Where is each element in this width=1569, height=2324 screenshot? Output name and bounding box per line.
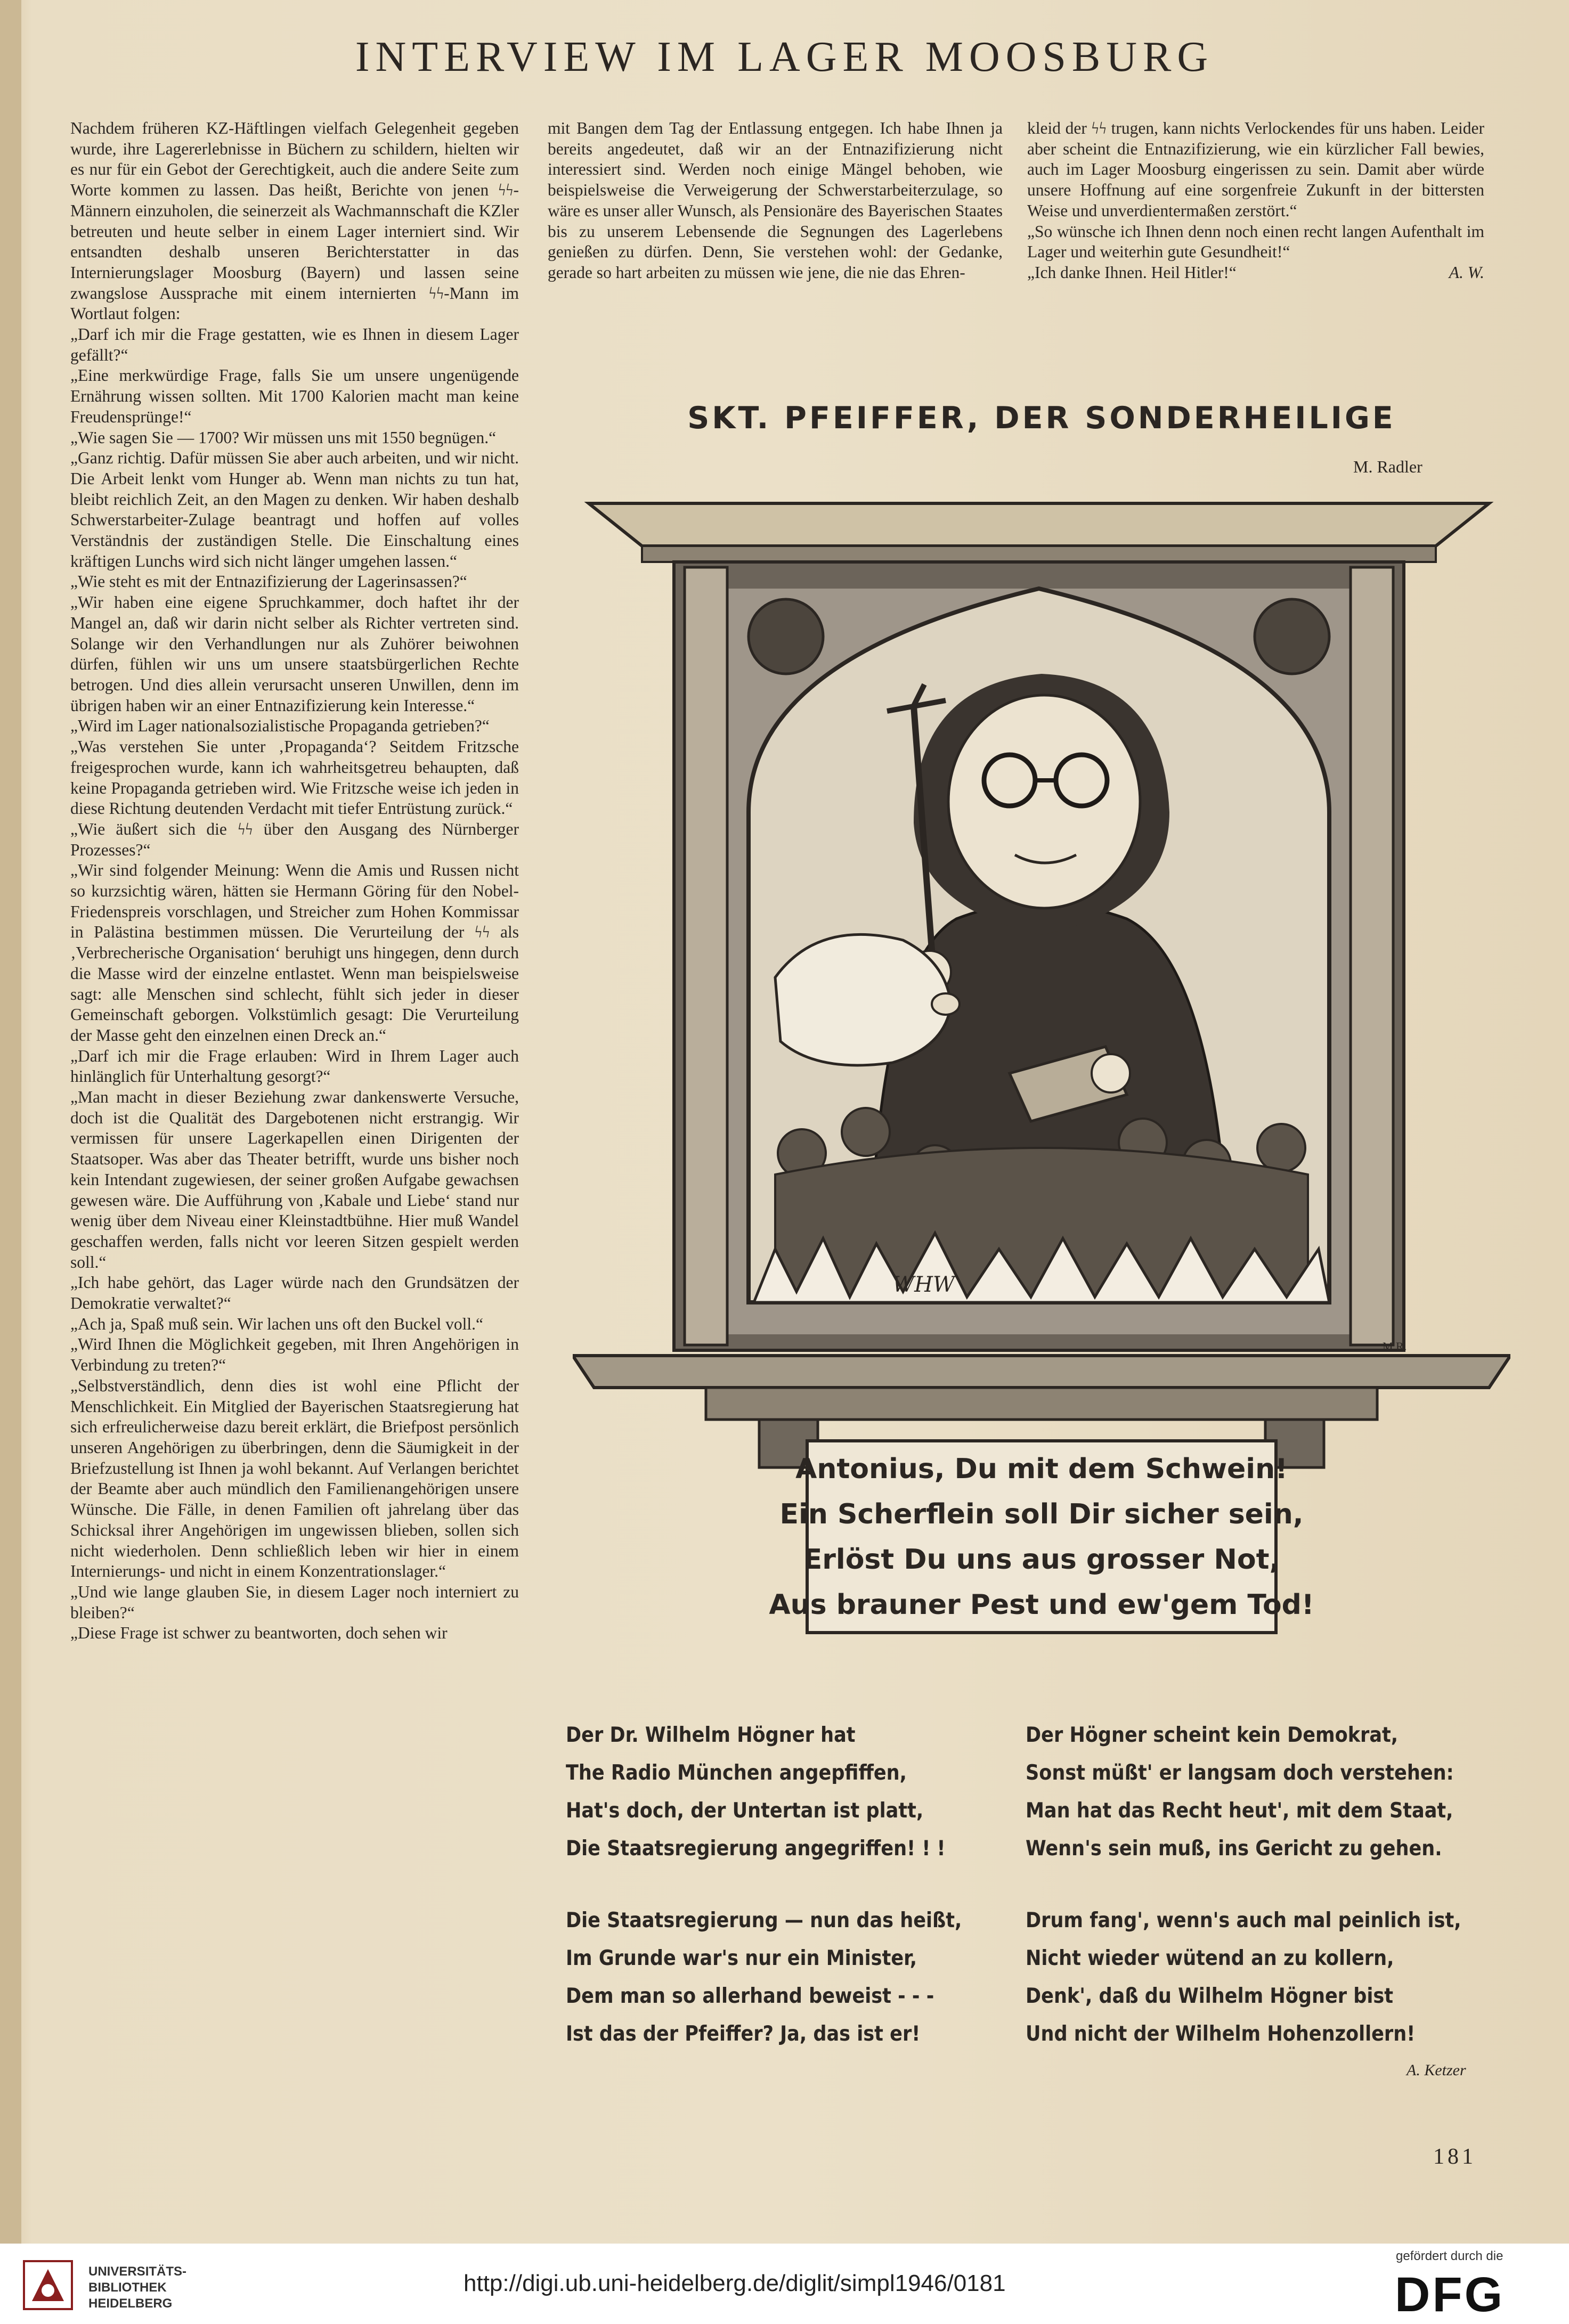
poem-line: Dem man so allerhand beweist - - - — [566, 1984, 934, 2008]
monk-face — [948, 695, 1140, 908]
article-closing-line: „Ich danke Ihnen. Heil Hitler!“ — [1027, 263, 1237, 282]
crowd-head — [1257, 1124, 1305, 1172]
poem-line: Der Dr. Wilhelm Högner hat — [566, 1723, 856, 1747]
article-column-3 — [1027, 118, 1484, 283]
poem-line: Und nicht der Wilhelm Hohenzollern! — [1026, 2022, 1416, 2046]
poem-stanza — [566, 1716, 946, 1868]
plaque-line: Ein Scherflein soll Dir sicher sein, — [779, 1498, 1304, 1530]
article-paragraph: „Diese Frage ist schwer zu beantworten, doch sehen wir — [70, 1624, 448, 1643]
shrine-ledge — [573, 1356, 1510, 1388]
funding-label: gefördert durch die — [1396, 2249, 1503, 2263]
fire-label: WHW — [892, 1273, 955, 1297]
library-name — [88, 2264, 186, 2312]
left-column — [685, 567, 727, 1345]
pig-snout — [932, 993, 960, 1015]
left-tracery — [749, 599, 823, 674]
poem-line: Man hat das Recht heut', mit dem Staat, — [1026, 1799, 1453, 1823]
page-number: 181 — [1433, 2144, 1476, 2169]
poem-line: Sonst müßt' er langsam doch verstehen: — [1026, 1761, 1454, 1785]
article-title: INTERVIEW IM LAGER MOOSBURG — [355, 34, 1214, 80]
pig — [775, 934, 951, 1065]
article-paragraph: „So wünsche ich Ihnen denn noch einen recht langen Aufenthalt im Lager und weiterhin gute Gesundheit!“ — [1027, 222, 1484, 262]
article-paragraph: „Ach ja, Spaß muß sein. Wir lachen uns oft den Buckel voll.“ — [70, 1314, 483, 1333]
artist-monogram: M.R. — [1383, 1340, 1407, 1353]
library-name-line: UNIVERSITÄTS- — [88, 2264, 187, 2279]
article-paragraph: „Wird im Lager nationalsozialistische Propaganda getrieben?“ — [70, 716, 490, 736]
poem-line: The Radio München angepfiffen, — [566, 1761, 907, 1785]
article-paragraph: „Und wie lange glauben Sie, in diesem Lager noch interniert zu bleiben?“ — [70, 1582, 519, 1622]
right-column — [1351, 567, 1393, 1345]
article-paragraph: „Selbstverständlich, denn dies ist wohl eine Pflicht der Menschlichkeit. Ein Mitglied der Bayerischen Staatsregierung hat sich erfreulicherweise dazu bereit erklärt, die Briefpost persönlich unseren Angehörigen zu überbringen, denn die Säumigkeit in der Briefzustellung ist Ihnen ja wohl bekannt. Auf Verlangen berichtet der Beamte aber auch mündlich den Familienangehörigen unsere Wünsche. Die Fälle, in denen Familien oft jahrelang über das Schicksal ihrer Angehörigen im ungewissen blieben, sollen sich nicht wiederholen. Denn schließlich leben wir hier in einem Internierungs- und nicht in einem Konzentrationslager.“ — [70, 1376, 519, 1581]
giving-hand — [1092, 1054, 1130, 1092]
cartoon-credit: M. Radler — [1353, 457, 1422, 476]
right-tracery — [1255, 599, 1329, 674]
article-paragraph: kleid der ϟϟ trugen, kann nichts Verlockendes für uns haben. Leider aber scheint die Entnazifizierung, wie ein kürzlicher Fall bewies, auch im Lager Moosburg eingerissen zu sein. Damit aber würde unsere Hoffnung auf eine sorgenfreie Zukunft in der bittersten Weise und unverdientermaßen zerstört.“ — [1027, 119, 1484, 220]
poem-stanza — [566, 1902, 962, 2053]
article-paragraph: „Wie sagen Sie — 1700? Wir müssen uns mit 1550 begnügen.“ — [70, 428, 497, 447]
poem-line: Denk', daß du Wilhelm Högner bist — [1026, 1984, 1394, 2008]
article-paragraph: mit Bangen dem Tag der Entlassung entgegen. Ich habe Ihnen ja bereits angedeutet, daß wir an der Entnazifizierung nicht interessiert sind. Werden noch einige Mängel behoben, wie beispielsweise die Verweigerung der Schwerstarbeiterzulage, so wäre es unser aller Wunsch, als Pensionäre des Bayerischen Staates bis zu unserem Lebensende die Segnungen des Lagerlebens genießen zu dürfen. Denn, Sie verstehen wohl: der Gedanke, gerade so hart arbeiten zu müssen wie jene, die nie das Ehren- — [548, 119, 1003, 282]
article-paragraph: „Wir sind folgender Meinung: Wenn die Amis und Russen nicht so kurzsichtig wären, hätten sie Hermann Göring für den Nobel-Friedenspreis vorschlagen, und Streicher zum Hohen Kommissar in Palästina bestimmen müssen. Die Verurteilung der ϟϟ als ‚Verbrecherische Organisation‘ beruhigt uns hingegen, denn durch die Masse wird der einzelne entlastet. Wenn man beispielsweise sagt: alle Menschen sind schlecht, fühlt sich jeder in dieser Gemeinschaft geborgen. Volkstümlich gesagt: Die Verurteilung der Masse geht den einzelnen einen Dreck an.“ — [70, 861, 519, 1045]
library-name-line: BIBLIOTHEK — [88, 2280, 167, 2295]
article-paragraph — [1027, 263, 1484, 283]
article-paragraph: „Wir haben eine eigene Spruchkammer, doch haftet ihr der Mangel an, daß wir darin nicht selber als Richter vertreten sind. Solange wir den Verhandlungen nur als Zuhörer beiwohnen dürfen, fühlen wir uns um unsere staatsbürgerlichen Rechte betrogen. Und dies allein verursacht unseren Unwillen, denn im übrigen haben wir an einer Entnazifizierung kein Interesse.“ — [70, 593, 519, 715]
article-paragraph: „Wie äußert sich die ϟϟ über den Ausgang des Nürnberger Prozesses?“ — [70, 819, 519, 859]
cartoon-illustration — [573, 482, 1510, 1638]
article-paragraph: „Ganz richtig. Dafür müssen Sie aber auch arbeiten, und wir nicht. Die Arbeit lenkt vom Hunger ab. Wenn man nichts zu tun hat, bleibt reichlich Zeit, an den Magen zu denken. Wir haben deshalb Schwerstarbeiter-Zulage beantragt und hoffen auf volles Verständnis der zuständigen Stelle. Die Einschaltung eines kräftigen Lunchs wird sich nicht länger umgehen lassen.“ — [70, 449, 519, 570]
article-signature: A. W. — [1449, 263, 1484, 282]
page-spine-shadow — [0, 0, 21, 2244]
poem-author: A. Ketzer — [1407, 2061, 1466, 2079]
article-paragraph: „Darf ich mir die Frage erlauben: Wird in Ihrem Lager auch hinlänglich für Unterhaltung gesorgt?“ — [70, 1046, 519, 1086]
poem-line: Die Staatsregierung angegriffen! ! ! — [566, 1837, 946, 1861]
article-column-1 — [70, 118, 519, 1644]
poem-stanza — [1026, 1902, 1461, 2053]
article-paragraph: „Man macht in dieser Beziehung zwar dankenswerte Versuche, doch ist die Qualität des Dargebotenen nicht erstrangig. Wir vermissen für unsere Lagerkapellen einen Dirigenten der Staatsoper. Was aber das Theater betrifft, wurde uns bisher noch kein Intendant zugewiesen, der seiner großen Aufgabe gewachsen gewesen wäre. Die Aufführung von ‚Kabale und Liebe‘ stand nur wenig über dem Niveau einer Kleinstadtbühne. Hier muß Wandel geschaffen werden, falls nicht vor leeren Sitzen gespielt werden soll.“ — [70, 1088, 519, 1271]
poem-line: Drum fang', wenn's auch mal peinlich ist, — [1026, 1909, 1461, 1932]
crowd-head — [842, 1108, 890, 1156]
poem-line: Nicht wieder wütend an zu kollern, — [1026, 1946, 1394, 1970]
article-paragraph: „Eine merkwürdige Frage, falls Sie um unsere ungenügende Ernährung wissen sollten. Mit 1700 Kalorien macht man keine Freudensprünge!“ — [70, 366, 519, 426]
article-column-2 — [548, 118, 1003, 283]
ledge-base — [706, 1388, 1377, 1420]
article-paragraph: „Wird Ihnen die Möglichkeit gegeben, mit Ihren Angehörigen in Verbindung zu treten?“ — [70, 1335, 519, 1375]
article-paragraph: „Darf ich mir die Frage gestatten, wie es Ihnen in diesem Lager gefällt?“ — [70, 325, 519, 364]
article-paragraph: „Was verstehen Sie unter ‚Propaganda‘? Seitdem Fritzsche freigesprochen wurde, kann ich wahrheitsgetreu behaupten, daß keine Propaganda getrieben wird. Wie Fritzsche weise ich jeden in diese Richtung deutenden Verdacht mit tiefer Entrüstung zurück.“ — [70, 737, 519, 818]
plaque-line: Erlöst Du uns aus grosser Not, — [803, 1544, 1280, 1576]
poem-line: Im Grunde war's nur ein Minister, — [566, 1946, 917, 1970]
article-paragraph: „Wie steht es mit der Entnazifizierung der Lagerinsassen?“ — [70, 572, 467, 591]
university-seal-icon — [21, 2258, 75, 2312]
plaque-line: Antonius, Du mit dem Schwein! — [795, 1453, 1288, 1485]
cartoon-title: SKT. PFEIFFER, DER SONDERHEILIGE — [687, 401, 1396, 436]
permalink-url[interactable]: http://digi.ub.uni-heidelberg.de/diglit/simpl1946/0181 — [464, 2270, 1006, 2296]
shrine-top-band — [642, 546, 1436, 562]
poem-line: Der Högner scheint kein Demokrat, — [1026, 1723, 1399, 1747]
poem-line: Ist das der Pfeiffer? Ja, das ist er! — [566, 2022, 921, 2046]
poem-stanza — [1026, 1716, 1454, 1868]
poem-line: Hat's doch, der Untertan ist platt, — [566, 1799, 924, 1823]
poem-line: Die Staatsregierung — nun das heißt, — [566, 1909, 962, 1932]
shrine-top-cornice — [589, 503, 1489, 546]
plaque-line: Aus brauner Pest und ew'gem Tod! — [769, 1589, 1314, 1621]
article-paragraph: Nachdem früheren KZ-Häftlingen vielfach Gelegenheit gegeben wurde, ihre Lagererlebnisse in Büchern zu schildern, hielten wir es nur für ein Gebot der Gerechtigkeit, auch die andere Seite zum Worte kommen zu lassen. Das heißt, Berichte von jenen ϟϟ-Männern einzuholen, die seinerzeit als Wachmannschaft die KZler betreuten und heute selber in einem Lager interniert sind. Wir entsandten deshalb unseren Berichterstatter in das Internierungslager Moosburg (Bayern) und lassen seine zwangslose Aussprache mit einem internierten ϟϟ-Mann im Wortlaut folgen: — [70, 119, 519, 323]
poem-line: Wenn's sein muß, ins Gericht zu gehen. — [1026, 1837, 1442, 1861]
library-name-line: HEIDELBERG — [88, 2296, 173, 2311]
dfg-logo: DFG — [1395, 2268, 1505, 2322]
article-paragraph: „Ich habe gehört, das Lager würde nach den Grundsätzen der Demokratie verwaltet?“ — [70, 1273, 519, 1313]
